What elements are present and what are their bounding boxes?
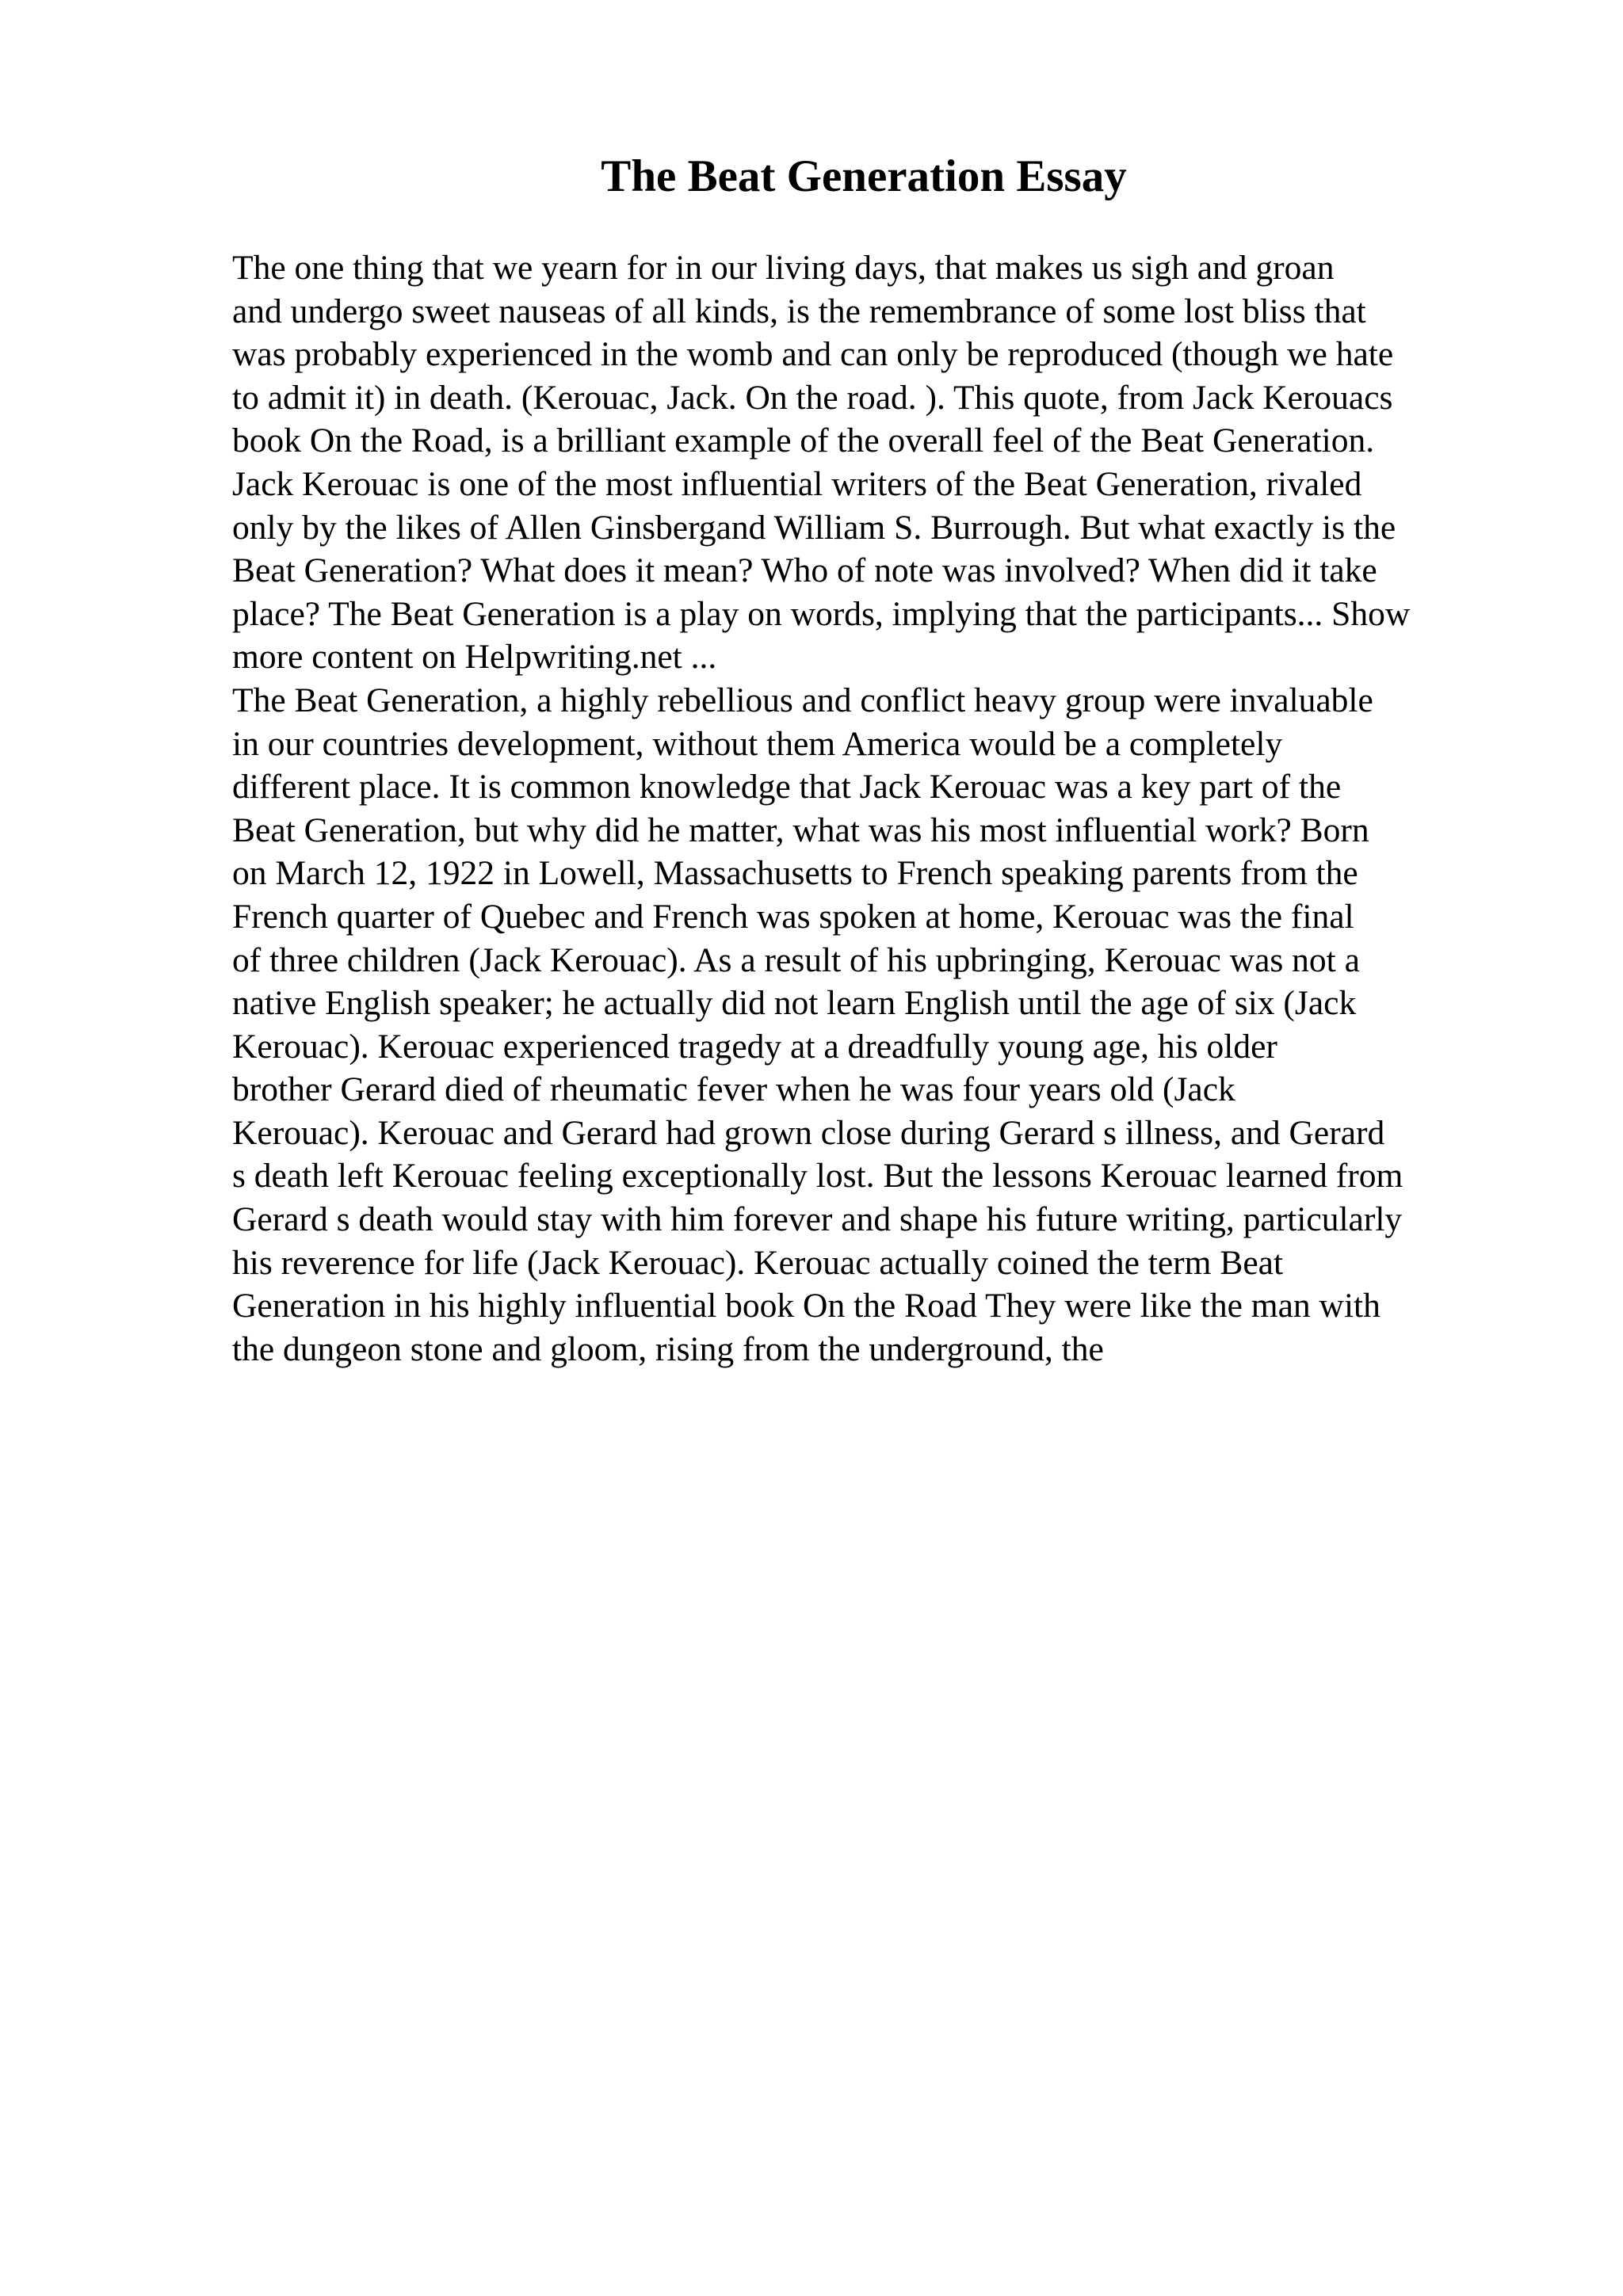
paragraph-line: Kerouac). Kerouac and Gerard had grown close during Gerard s illness, and Gerard: [232, 1113, 1385, 1152]
paragraph-line: the dungeon stone and gloom, rising from the underground, the: [232, 1329, 1104, 1368]
paragraph-line: Jack Kerouac is one of the most influential writers of the Beat Generation, rivaled: [232, 464, 1362, 503]
paragraph-line: Gerard s death would stay with him forever and shape his future writing, particularly: [232, 1200, 1403, 1239]
paragraph-line: book On the Road, is a brilliant example of the overall feel of the Beat Generation.: [232, 421, 1375, 460]
paragraph-line: native English speaker; he actually did not learn English until the age of six (Jack: [232, 984, 1357, 1023]
paragraph-line: The one thing that we yearn for in our living days, that makes us sigh and groan: [232, 249, 1335, 287]
paragraph-line: s death left Kerouac feeling exceptionally lost. But the lessons Kerouac learned from: [232, 1157, 1403, 1196]
paragraph-line: to admit it) in death. (Kerouac, Jack. On the road. ). This quote, from Jack Kerouacs: [232, 378, 1393, 417]
document-body: [232, 246, 1516, 1371]
paragraph-line: Beat Generation? What does it mean? Who of note was involved? When did it take: [232, 551, 1377, 590]
paragraph-line: in our countries development, without them America would be a completely: [232, 724, 1283, 763]
paragraph-line: French quarter of Quebec and French was spoken at home, Kerouac was the final: [232, 897, 1354, 936]
document-title: The Beat Generation Essay: [601, 151, 1127, 201]
paragraph-line: of three children (Jack Kerouac). As a result of his upbringing, Kerouac was not a: [232, 940, 1360, 979]
paragraph-line: brother Gerard died of rheumatic fever when he was four years old (Jack: [232, 1070, 1235, 1109]
paragraph-line: Kerouac). Kerouac experienced tragedy at a dreadfully young age, his older: [232, 1027, 1277, 1066]
paragraph-line: only by the likes of Allen Ginsbergand William S. Burrough. But what exactly is the: [232, 508, 1396, 547]
paragraph-line: Beat Generation, but why did he matter, what was his most influential work? Born: [232, 810, 1369, 849]
paragraph-line: more content on Helpwriting.net ...: [232, 638, 717, 677]
paragraph-line: and undergo sweet nauseas of all kinds, is the remembrance of some lost bliss that: [232, 292, 1366, 330]
paragraph-line: his reverence for life (Jack Kerouac). Kerouac actually coined the term Beat: [232, 1243, 1284, 1282]
paragraph-line: Generation in his highly influential book On the Road They were like the man with: [232, 1287, 1381, 1325]
paragraph-1: [232, 246, 1516, 679]
paragraph-line: The Beat Generation, a highly rebellious and conflict heavy group were invaluable: [232, 681, 1373, 719]
paragraph-2: [232, 679, 1516, 1371]
paragraph-line: place? The Beat Generation is a play on words, implying that the participants... Show: [232, 594, 1411, 633]
paragraph-line: different place. It is common knowledge that Jack Kerouac was a key part of the: [232, 768, 1342, 807]
paragraph-line: was probably experienced in the womb and can only be reproduced (though we hate: [232, 335, 1394, 374]
paragraph-line: on March 12, 1922 in Lowell, Massachusetts to French speaking parents from the: [232, 854, 1358, 893]
